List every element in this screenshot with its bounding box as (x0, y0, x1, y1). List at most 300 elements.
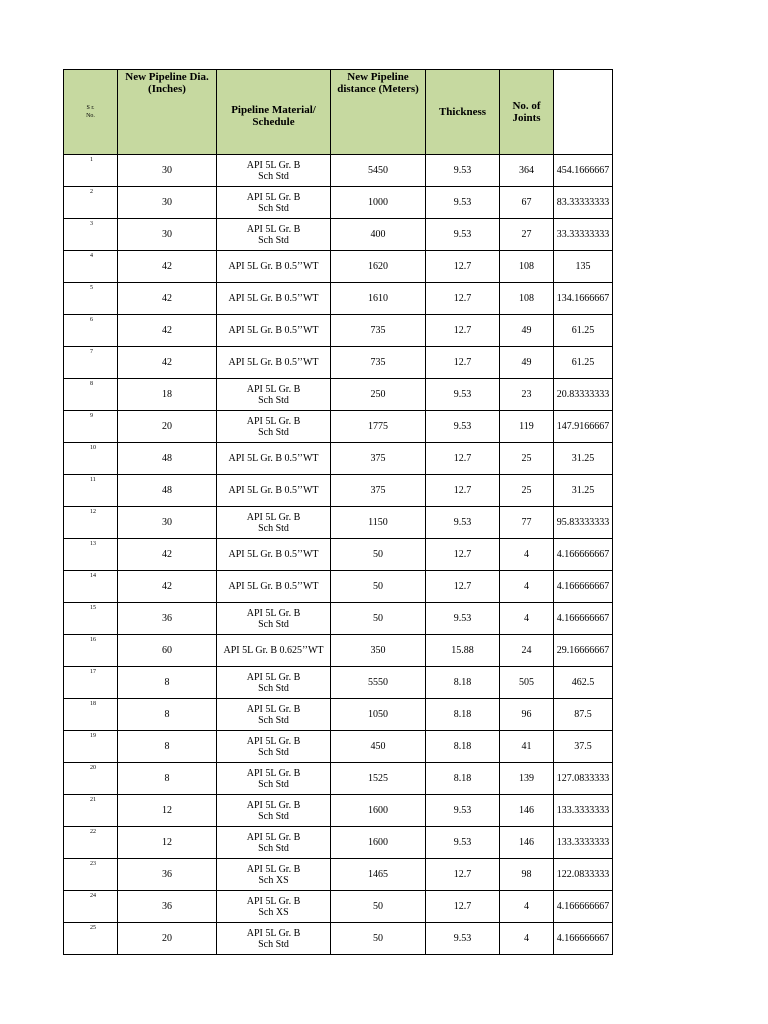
joints-value: 4 (524, 581, 529, 592)
cell-joints (500, 475, 554, 507)
dia-value: 60 (162, 645, 172, 656)
cell-material (217, 443, 331, 475)
cell-joints (500, 795, 554, 827)
cell-material (217, 571, 331, 603)
cell-dia (118, 603, 217, 635)
dia-value: 42 (162, 357, 172, 368)
dia-value: 36 (162, 869, 172, 880)
distance-value: 1620 (368, 261, 388, 272)
thickness-value: 9.53 (453, 837, 472, 848)
calc-value: 95.83333333 (556, 517, 610, 528)
calc-value: 29.16666667 (556, 645, 610, 656)
cell-calc (554, 347, 613, 379)
sr-number: 2 (90, 189, 93, 195)
distance-value: 1600 (368, 837, 388, 848)
cell-material (217, 219, 331, 251)
cell-thickness (426, 219, 500, 251)
cell-material (217, 283, 331, 315)
header-sr-line1: S r. (86, 105, 95, 111)
cell-joints (500, 923, 554, 955)
header-joints (500, 70, 554, 155)
material-line2: Sch Std (258, 234, 289, 246)
distance-value: 1150 (368, 517, 388, 528)
cell-distance (331, 155, 426, 187)
cell-material (217, 411, 331, 443)
cell-sr-no (64, 859, 118, 891)
cell-calc (554, 699, 613, 731)
material-line2: Sch Std (258, 746, 289, 758)
dia-value: 20 (162, 421, 172, 432)
cell-dia (118, 507, 217, 539)
table-row (64, 315, 613, 347)
table-row (64, 443, 613, 475)
sr-number: 19 (90, 733, 96, 739)
distance-value: 5450 (368, 165, 388, 176)
cell-thickness (426, 187, 500, 219)
cell-joints (500, 667, 554, 699)
cell-joints (500, 155, 554, 187)
cell-distance (331, 891, 426, 923)
table-row (64, 507, 613, 539)
cell-material (217, 347, 331, 379)
cell-distance (331, 475, 426, 507)
header-joints-line2: Joints (512, 112, 541, 124)
cell-sr-no (64, 251, 118, 283)
header-dia-line1: New Pipeline Dia. (125, 71, 209, 83)
cell-dia (118, 539, 217, 571)
header-row (64, 70, 613, 155)
table-row (64, 539, 613, 571)
cell-distance (331, 539, 426, 571)
joints-value: 41 (521, 741, 532, 752)
cell-sr-no (64, 635, 118, 667)
calc-value: 20.83333333 (556, 389, 610, 400)
cell-dia (118, 891, 217, 923)
header-sr-no (64, 70, 118, 155)
cell-sr-no (64, 379, 118, 411)
dia-value: 12 (162, 837, 172, 848)
cell-distance (331, 923, 426, 955)
cell-material (217, 795, 331, 827)
cell-calc (554, 923, 613, 955)
cell-calc (554, 475, 613, 507)
cell-sr-no (64, 763, 118, 795)
cell-material (217, 507, 331, 539)
cell-distance (331, 347, 426, 379)
cell-thickness (426, 539, 500, 571)
cell-calc (554, 539, 613, 571)
cell-distance (331, 507, 426, 539)
thickness-value: 8.18 (453, 709, 472, 720)
calc-value: 454.1666667 (556, 165, 610, 176)
cell-dia (118, 315, 217, 347)
dia-value: 18 (162, 389, 172, 400)
table-row (64, 251, 613, 283)
sr-number: 4 (90, 253, 93, 259)
cell-distance (331, 795, 426, 827)
material-line1: API 5L Gr. B (246, 799, 301, 811)
cell-joints (500, 699, 554, 731)
dia-value: 8 (164, 709, 170, 720)
material-line1: API 5L Gr. B (246, 927, 301, 939)
cell-joints (500, 347, 554, 379)
cell-dia (118, 379, 217, 411)
calc-value: 147.9166667 (556, 421, 610, 432)
material-line2: Sch Std (258, 682, 289, 694)
cell-dia (118, 699, 217, 731)
dia-value: 30 (162, 165, 172, 176)
cell-distance (331, 699, 426, 731)
material-line2: Sch Std (258, 394, 289, 406)
cell-calc (554, 219, 613, 251)
cell-distance (331, 315, 426, 347)
cell-dia (118, 411, 217, 443)
cell-material (217, 827, 331, 859)
cell-calc (554, 763, 613, 795)
material-line2: Sch Std (258, 842, 289, 854)
material-line1: API 5L Gr. B (246, 703, 301, 715)
thickness-value: 9.53 (453, 933, 472, 944)
cell-thickness (426, 667, 500, 699)
distance-value: 50 (373, 933, 383, 944)
thickness-value: 12.7 (453, 293, 472, 304)
cell-joints (500, 731, 554, 763)
cell-thickness (426, 411, 500, 443)
table-row (64, 411, 613, 443)
table-row (64, 827, 613, 859)
sr-number: 3 (90, 221, 93, 227)
cell-thickness (426, 731, 500, 763)
cell-calc (554, 443, 613, 475)
cell-sr-no (64, 507, 118, 539)
joints-value: 77 (521, 517, 532, 528)
calc-value: 4.166666667 (556, 613, 610, 624)
sr-number: 1 (90, 157, 93, 163)
table-row (64, 795, 613, 827)
material-line2: Sch XS (258, 874, 289, 886)
distance-value: 450 (370, 741, 386, 752)
cell-sr-no (64, 539, 118, 571)
cell-material (217, 475, 331, 507)
table-row (64, 731, 613, 763)
thickness-value: 9.53 (453, 613, 472, 624)
cell-dia (118, 859, 217, 891)
distance-value: 5550 (368, 677, 388, 688)
cell-distance (331, 763, 426, 795)
sr-number: 25 (90, 925, 96, 931)
cell-thickness (426, 507, 500, 539)
cell-material (217, 731, 331, 763)
distance-value: 1775 (368, 421, 388, 432)
dia-value: 30 (162, 517, 172, 528)
cell-dia (118, 827, 217, 859)
calc-value: 133.3333333 (556, 805, 610, 816)
cell-sr-no (64, 731, 118, 763)
cell-sr-no (64, 475, 118, 507)
cell-thickness (426, 827, 500, 859)
dia-value: 36 (162, 901, 172, 912)
cell-sr-no (64, 699, 118, 731)
cell-calc (554, 635, 613, 667)
cell-material (217, 315, 331, 347)
cell-sr-no (64, 571, 118, 603)
cell-joints (500, 251, 554, 283)
dia-value: 30 (162, 197, 172, 208)
sr-number: 5 (90, 285, 93, 291)
cell-thickness (426, 571, 500, 603)
cell-thickness (426, 155, 500, 187)
cell-joints (500, 763, 554, 795)
thickness-value: 9.53 (453, 197, 472, 208)
distance-value: 50 (373, 581, 383, 592)
cell-joints (500, 379, 554, 411)
joints-value: 27 (521, 229, 532, 240)
material-line2: Sch Std (258, 426, 289, 438)
sr-number: 20 (90, 765, 96, 771)
sr-number: 15 (90, 605, 96, 611)
cell-calc (554, 411, 613, 443)
cell-distance (331, 603, 426, 635)
sr-number: 21 (90, 797, 96, 803)
table-row (64, 667, 613, 699)
sr-number: 18 (90, 701, 96, 707)
cell-thickness (426, 315, 500, 347)
header-material-line1: Pipeline Material/ (231, 104, 316, 116)
cell-dia (118, 923, 217, 955)
cell-dia (118, 187, 217, 219)
material-line1: API 5L Gr. B 0.5’’WT (228, 293, 319, 304)
thickness-value: 12.7 (453, 453, 472, 464)
cell-sr-no (64, 283, 118, 315)
cell-material (217, 187, 331, 219)
cell-dia (118, 635, 217, 667)
table-row (64, 923, 613, 955)
distance-value: 250 (370, 389, 386, 400)
material-line1: API 5L Gr. B 0.5’’WT (228, 357, 319, 368)
dia-value: 8 (164, 677, 170, 688)
cell-thickness (426, 795, 500, 827)
joints-value: 67 (521, 197, 532, 208)
table-row (64, 763, 613, 795)
thickness-value: 9.53 (453, 165, 472, 176)
cell-calc (554, 603, 613, 635)
joints-value: 119 (519, 421, 534, 432)
cell-distance (331, 443, 426, 475)
joints-value: 364 (519, 165, 534, 176)
cell-thickness (426, 251, 500, 283)
joints-value: 108 (519, 261, 534, 272)
cell-sr-no (64, 155, 118, 187)
table-row (64, 603, 613, 635)
joints-value: 146 (519, 837, 534, 848)
sr-number: 24 (90, 893, 96, 899)
cell-sr-no (64, 219, 118, 251)
cell-thickness (426, 859, 500, 891)
sr-number: 16 (90, 637, 96, 643)
material-line1: API 5L Gr. B 0.5’’WT (228, 261, 319, 272)
thickness-value: 8.18 (453, 773, 472, 784)
cell-thickness (426, 283, 500, 315)
material-line1: API 5L Gr. B (246, 223, 301, 235)
calc-value: 37.5 (574, 741, 592, 752)
cell-sr-no (64, 603, 118, 635)
table-row (64, 635, 613, 667)
material-line1: API 5L Gr. B (246, 511, 301, 523)
distance-value: 1525 (368, 773, 388, 784)
cell-dia (118, 667, 217, 699)
header-distance-line1: New Pipeline (347, 71, 409, 83)
material-line1: API 5L Gr. B 0.5’’WT (228, 549, 319, 560)
cell-material (217, 763, 331, 795)
pipeline-table (63, 69, 613, 955)
thickness-value: 12.7 (453, 357, 472, 368)
calc-value: 61.25 (571, 357, 595, 368)
cell-joints (500, 539, 554, 571)
material-line2: Sch XS (258, 906, 289, 918)
cell-thickness (426, 475, 500, 507)
sr-number: 7 (90, 349, 93, 355)
joints-value: 505 (519, 677, 534, 688)
dia-value: 8 (164, 773, 170, 784)
sr-number: 6 (90, 317, 93, 323)
dia-value: 20 (162, 933, 172, 944)
thickness-value: 12.7 (453, 581, 472, 592)
cell-sr-no (64, 347, 118, 379)
sr-number: 9 (90, 413, 93, 419)
cell-sr-no (64, 411, 118, 443)
dia-value: 8 (164, 741, 170, 752)
header-material-line2: Schedule (252, 116, 295, 128)
cell-thickness (426, 603, 500, 635)
cell-thickness (426, 699, 500, 731)
material-line1: API 5L Gr. B 0.5’’WT (228, 485, 319, 496)
cell-dia (118, 571, 217, 603)
cell-dia (118, 155, 217, 187)
dia-value: 42 (162, 261, 172, 272)
header-joints-line1: No. of (512, 100, 541, 112)
cell-sr-no (64, 923, 118, 955)
header-sr-line2: No. (86, 113, 95, 119)
cell-joints (500, 443, 554, 475)
calc-value: 127.0833333 (556, 773, 610, 784)
table-row (64, 859, 613, 891)
cell-thickness (426, 763, 500, 795)
cell-thickness (426, 923, 500, 955)
header-dia-line2: (Inches) (148, 83, 186, 95)
distance-value: 735 (370, 325, 386, 336)
dia-value: 48 (162, 453, 172, 464)
distance-value: 735 (370, 357, 386, 368)
calc-value: 4.166666667 (556, 933, 610, 944)
thickness-value: 9.53 (453, 389, 472, 400)
cell-sr-no (64, 667, 118, 699)
cell-material (217, 891, 331, 923)
cell-distance (331, 251, 426, 283)
thickness-value: 15.88 (451, 645, 474, 656)
material-line1: API 5L Gr. B 0.5’’WT (228, 581, 319, 592)
cell-distance (331, 187, 426, 219)
distance-value: 1610 (368, 293, 388, 304)
material-line2: Sch Std (258, 170, 289, 182)
table-row (64, 187, 613, 219)
cell-distance (331, 859, 426, 891)
calc-value: 135 (575, 261, 591, 272)
cell-thickness (426, 891, 500, 923)
cell-distance (331, 731, 426, 763)
sr-number: 13 (90, 541, 96, 547)
calc-value: 133.3333333 (556, 837, 610, 848)
thickness-value: 8.18 (453, 677, 472, 688)
thickness-value: 9.53 (453, 805, 472, 816)
material-line2: Sch Std (258, 202, 289, 214)
cell-joints (500, 283, 554, 315)
calc-value: 134.1666667 (556, 293, 610, 304)
joints-value: 24 (521, 645, 532, 656)
cell-material (217, 379, 331, 411)
cell-material (217, 667, 331, 699)
table-row (64, 379, 613, 411)
table-row (64, 155, 613, 187)
calc-value: 462.5 (571, 677, 595, 688)
cell-calc (554, 315, 613, 347)
calc-value: 4.166666667 (556, 901, 610, 912)
cell-sr-no (64, 187, 118, 219)
distance-value: 375 (370, 453, 386, 464)
material-line1: API 5L Gr. B (246, 767, 301, 779)
joints-value: 146 (519, 805, 534, 816)
sr-number: 14 (90, 573, 96, 579)
cell-sr-no (64, 443, 118, 475)
calc-value: 83.33333333 (556, 197, 610, 208)
cell-calc (554, 667, 613, 699)
cell-thickness (426, 635, 500, 667)
thickness-value: 12.7 (453, 549, 472, 560)
thickness-value: 9.53 (453, 421, 472, 432)
dia-value: 36 (162, 613, 172, 624)
material-line1: API 5L Gr. B (246, 383, 301, 395)
dia-value: 42 (162, 325, 172, 336)
material-line2: Sch Std (258, 714, 289, 726)
distance-value: 50 (373, 549, 383, 560)
cell-distance (331, 571, 426, 603)
distance-value: 1000 (368, 197, 388, 208)
calc-value: 61.25 (571, 325, 595, 336)
dia-value: 42 (162, 293, 172, 304)
table-row (64, 347, 613, 379)
material-line2: Sch Std (258, 618, 289, 630)
cell-material (217, 251, 331, 283)
table-row (64, 475, 613, 507)
thickness-value: 12.7 (453, 261, 472, 272)
sr-number: 12 (90, 509, 96, 515)
cell-sr-no (64, 795, 118, 827)
cell-thickness (426, 379, 500, 411)
calc-value: 4.166666667 (556, 549, 610, 560)
cell-joints (500, 571, 554, 603)
material-line2: Sch Std (258, 810, 289, 822)
header-thickness-label: Thickness (438, 106, 487, 118)
cell-distance (331, 667, 426, 699)
cell-sr-no (64, 891, 118, 923)
distance-value: 50 (373, 613, 383, 624)
cell-thickness (426, 443, 500, 475)
joints-value: 4 (524, 613, 529, 624)
material-line1: API 5L Gr. B (246, 735, 301, 747)
material-line1: API 5L Gr. B (246, 415, 301, 427)
sr-number: 17 (90, 669, 96, 675)
header-blank-cell (554, 70, 613, 155)
calc-value: 31.25 (571, 453, 595, 464)
